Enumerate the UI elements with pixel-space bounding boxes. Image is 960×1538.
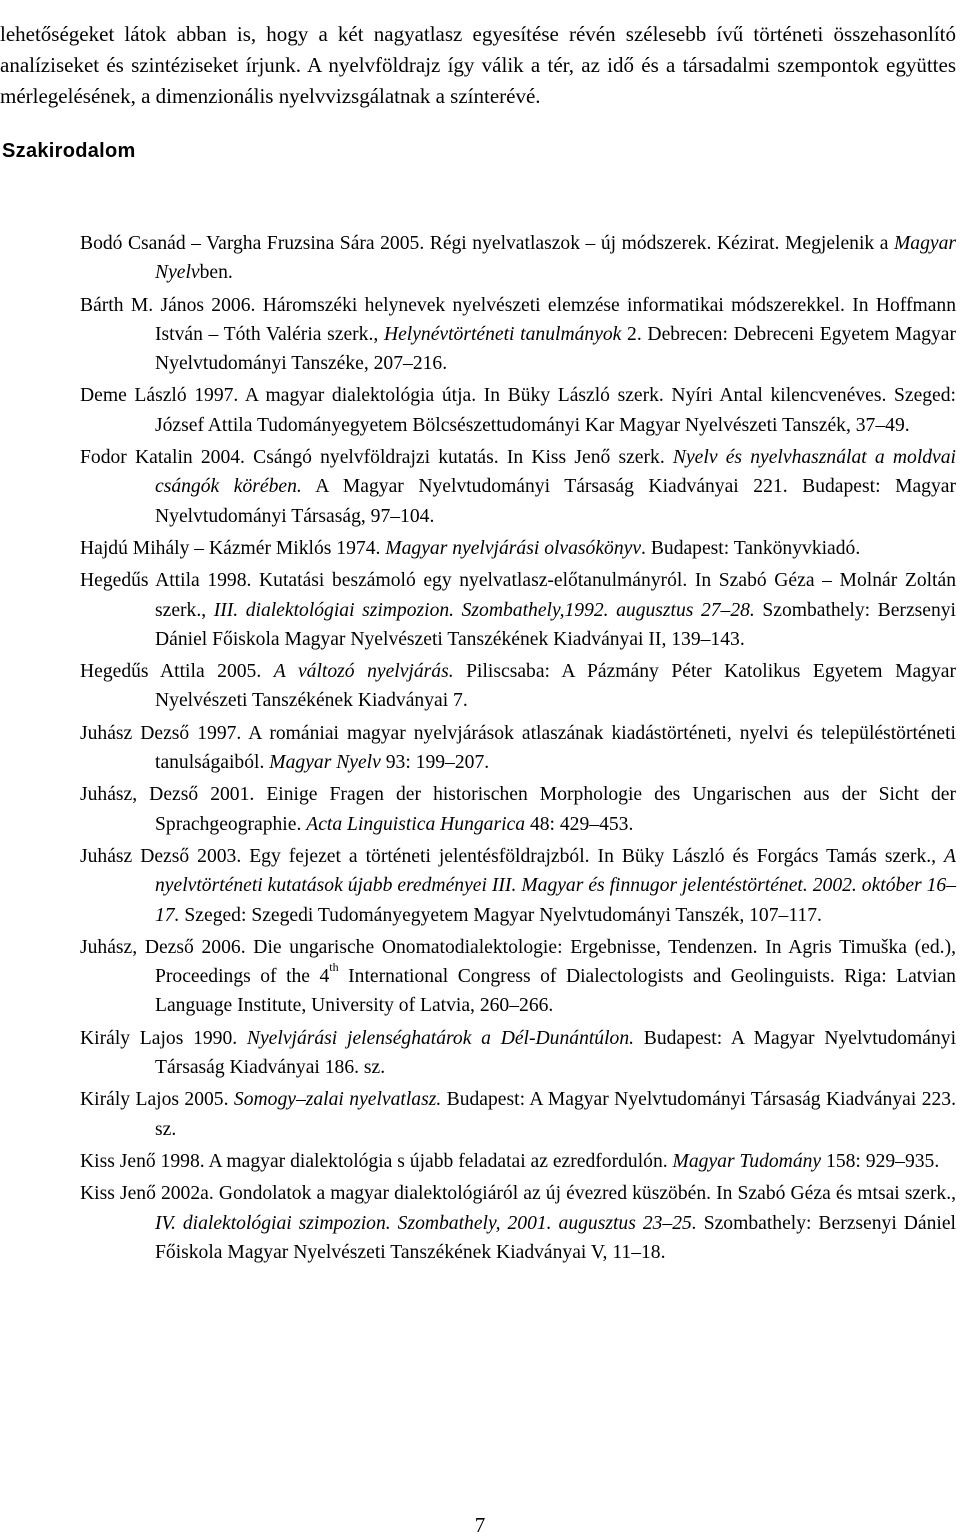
reference-item: Hegedűs Attila 1998. Kutatási beszámoló egy nyelvatlasz-előtanulmányról. In Szabó Géza – Molnár Zoltán szerk., III. dialektológiai szimpozion. Szombathely,1992. augusztus 27–28. Szombathely: Berzsenyi Dániel Főiskola Magyar Nyelvészeti Tanszékének Kiadványai II, 139–143. [80, 570, 956, 650]
reference-item: Király Lajos 2005. Somogy–zalai nyelvatlasz. Budapest: A Magyar Nyelvtudományi Társaság Kiadványai 223. sz. [80, 1089, 956, 1140]
reference-item: Juhász, Dezső 2001. Einige Fragen der historischen Morphologie des Ungarischen aus der Sicht der Sprachgeographie. Acta Linguistica Hungarica 48: 429–453. [80, 784, 956, 835]
reference-item: Juhász Dezső 1997. A romániai magyar nyelvjárások atlaszának kiadástörténeti, nyelvi és településtörténeti tanulságaiból. Magyar Nyelv 93: 199–207. [80, 722, 956, 774]
reference-item: Juhász, Dezső 2006. Die ungarische Onomatodialektologie: Ergebnisse, Tendenzen. In Agris Timuška (ed.), Proceedings of the 4th International Congress of Dialectologists and Geolinguists. Riga: Latvian Language Institute, University of Latvia, 260–266. [80, 936, 956, 1017]
reference-item: Bodó Csanád – Vargha Fruzsina Sára 2005. Régi nyelvatlaszok – új módszerek. Kézirat. Megjelenik a Magyar Nyelvben. [80, 233, 956, 284]
reference-item: Kiss Jenő 1998. A magyar dialektológia s újabb feladatai az ezredfordulón. Magyar Tudomány 158: 929–935. [80, 1150, 940, 1172]
section-heading: Szakirodalom [2, 140, 136, 162]
reference-item: Király Lajos 1990. Nyelvjárási jelenséghatárok a Dél-Dunántúlon. Budapest: A Magyar Nyelvtudományi Társaság Kiadványai 186. sz. [80, 1027, 957, 1079]
reference-item: Hajdú Mihály – Kázmér Miklós 1974. Magyar nyelvjárási olvasókönyv. Budapest: Tankönyvkiadó. [80, 537, 861, 559]
reference-item: Juhász Dezső 2003. Egy fejezet a történeti jelentésföldrajzból. In Büky László és Forgács Tamás szerk., A nyelvtörténeti kutatások újabb eredményei III. Magyar és finnugor jelentéstörténet. 2002. október 16–17. Szeged: Szegedi Tudományegyetem Magyar Nyelvtudományi Tanszék, 107–117. [80, 845, 956, 926]
reference-item: Bárth M. János 2006. Háromszéki helynevek nyelvészeti elemzése informatikai módszerekkel. In Hoffmann István – Tóth Valéria szerk., Helynévtörténeti tanulmányok 2. Debrecen: Debreceni Egyetem Magyar Nyelvtudományi Tanszéke, 207–216. [80, 294, 956, 375]
reference-item: Deme László 1997. A magyar dialektológia útja. In Büky László szerk. Nyíri Antal kilencvenéves. Szeged: József Attila Tudományegyetem Bölcsészettudományi Kar Magyar Nyelvészeti Tanszék, 37–49. [80, 385, 956, 436]
reference-item: Hegedűs Attila 2005. A változó nyelvjárás. Piliscsaba: A Pázmány Péter Katolikus Egyetem Magyar Nyelvészeti Tanszékének Kiadványai 7. [80, 661, 956, 712]
page-number: 7 [474, 1513, 486, 1537]
intro-paragraph: lehetőségeket látok abban is, hogy a két nagyatlasz egyesítése révén szélesebb ívű történeti összehasonlító analíziseket és szintéziseket írjunk. A nyelvföldrajz így válik a tér, az idő és a társadalmi szempontok együttes mérlegelésének, a dimenzionális nyelvvizsgálatnak a színterévé. [0, 22, 956, 108]
reference-item: Kiss Jenő 2002a. Gondolatok a magyar dialektológiáról az új évezred küszöbén. In Szabó Géza és mtsai szerk., IV. dialektológiai szimpozion. Szombathely, 2001. augusztus 23–25. Szombathely: Berzsenyi Dániel Főiskola Magyar Nyelvészeti Tanszékének Kiadványai V, 11–18. [80, 1183, 956, 1263]
reference-item: Fodor Katalin 2004. Csángó nyelvföldrajzi kutatás. In Kiss Jenő szerk. Nyelv és nyelvhasználat a moldvai csángók körében. A Magyar Nyelvtudományi Társaság Kiadványai 221. Budapest: Magyar Nyelvtudományi Társaság, 97–104. [80, 447, 956, 527]
reference-list [80, 229, 956, 1270]
